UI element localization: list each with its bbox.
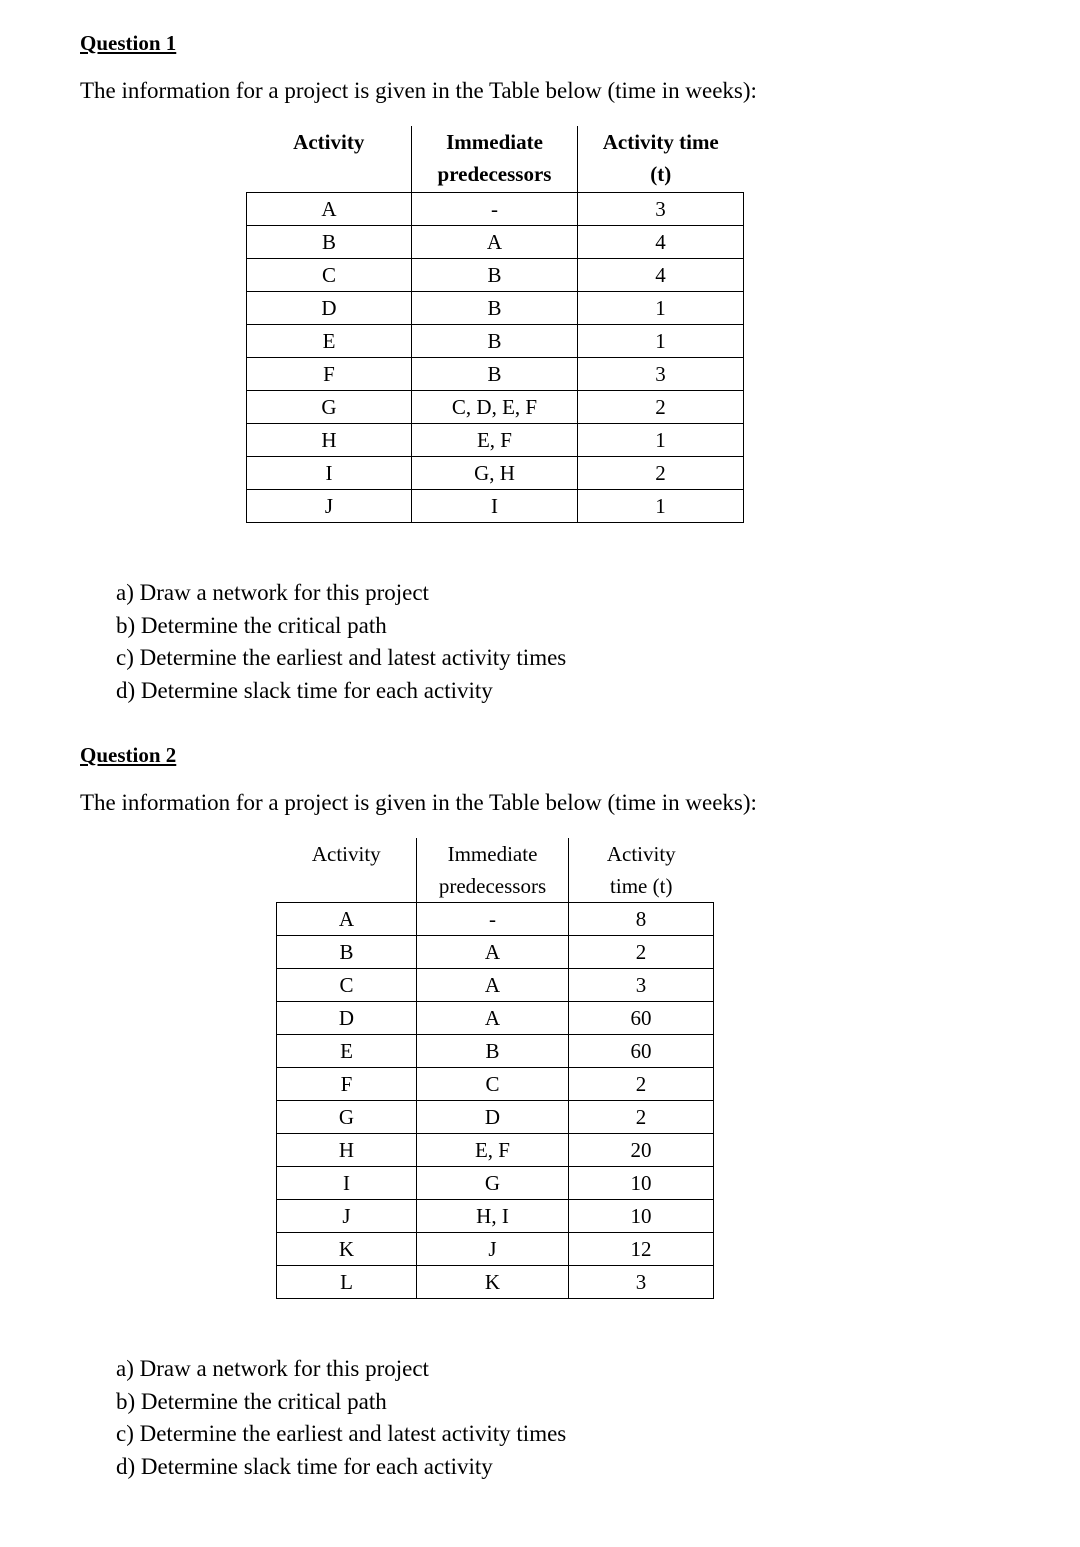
table-row — [277, 1134, 714, 1167]
table-cell: J — [277, 1200, 417, 1233]
table-row — [247, 193, 744, 226]
table-cell: 4 — [578, 259, 744, 292]
table-cell: K — [417, 1266, 569, 1299]
table-cell: 8 — [569, 903, 714, 936]
table-cell: H — [247, 424, 412, 457]
task-item: d) Determine slack time for each activity — [116, 1453, 493, 1479]
column-header — [412, 126, 578, 193]
table-row — [277, 1035, 714, 1068]
table-row — [277, 1101, 714, 1134]
table-cell: B — [247, 226, 412, 259]
table-cell: G, H — [412, 457, 578, 490]
task-item: b) Determine the critical path — [116, 612, 387, 638]
task-item: a) Draw a network for this project — [116, 1356, 429, 1381]
table-cell: 1 — [578, 490, 744, 523]
table-cell: 1 — [578, 292, 744, 325]
table-cell: 3 — [578, 193, 744, 226]
table-cell: 12 — [569, 1233, 714, 1266]
column-header — [569, 838, 714, 903]
column-header-line: Activity time — [602, 130, 719, 154]
column-header — [578, 126, 744, 193]
table-cell: H — [277, 1134, 417, 1167]
table-cell: D — [247, 292, 412, 325]
table-cell: 3 — [569, 969, 714, 1002]
table-cell: E, F — [412, 424, 578, 457]
table-cell: C — [247, 259, 412, 292]
table-cell: 4 — [578, 226, 744, 259]
table-cell: 2 — [578, 457, 744, 490]
column-header — [247, 126, 412, 193]
table-cell: 1 — [578, 325, 744, 358]
table-cell: G — [247, 391, 412, 424]
column-header-line: Activity — [311, 842, 381, 866]
table-cell: 3 — [569, 1266, 714, 1299]
table-cell: G — [417, 1167, 569, 1200]
table-cell: I — [247, 457, 412, 490]
column-header-line: Activity — [293, 130, 365, 154]
table-cell: B — [412, 292, 578, 325]
table-cell: 2 — [578, 391, 744, 424]
table-cell: L — [277, 1266, 417, 1299]
column-header-line: predecessors — [438, 874, 547, 898]
task-item: c) Determine the earliest and latest activity times — [116, 645, 567, 670]
table-row — [277, 903, 714, 936]
table-cell: - — [417, 903, 569, 936]
table-cell: 2 — [569, 936, 714, 969]
table-cell: J — [247, 490, 412, 523]
table-cell: E — [247, 325, 412, 358]
column-header-line: Activity — [606, 842, 676, 866]
table-row — [277, 969, 714, 1002]
task-item: c) Determine the earliest and latest activity times — [116, 1421, 567, 1446]
table-cell: J — [417, 1233, 569, 1266]
table-cell: E, F — [417, 1134, 569, 1167]
table-cell: 20 — [569, 1134, 714, 1167]
table-cell: 2 — [569, 1068, 714, 1101]
table-row — [277, 1233, 714, 1266]
table-cell: A — [247, 193, 412, 226]
table-cell: A — [277, 903, 417, 936]
column-header-line: predecessors — [437, 162, 552, 186]
question-1-table — [246, 126, 744, 523]
table-cell: G — [277, 1101, 417, 1134]
table-cell: I — [277, 1167, 417, 1200]
table-cell: B — [412, 325, 578, 358]
table-row — [247, 424, 744, 457]
question-2-heading: Question 2 — [80, 743, 177, 767]
column-header-line: Immediate — [447, 842, 538, 866]
table-row — [247, 259, 744, 292]
table-cell: B — [412, 259, 578, 292]
question-1-heading: Question 1 — [80, 31, 177, 55]
table-cell: - — [412, 193, 578, 226]
column-header — [417, 838, 569, 903]
table-cell: 60 — [569, 1002, 714, 1035]
table-cell: 1 — [578, 424, 744, 457]
question-2-intro: The information for a project is given in the Table below (time in weeks): — [80, 790, 757, 815]
table-cell: B — [277, 936, 417, 969]
table-row — [277, 936, 714, 969]
table-cell: 10 — [569, 1167, 714, 1200]
table-cell: C — [277, 969, 417, 1002]
table-header-row — [247, 126, 744, 193]
question-2-table — [276, 838, 714, 1299]
table-cell: 2 — [569, 1101, 714, 1134]
table-row — [277, 1200, 714, 1233]
table-cell: H, I — [417, 1200, 569, 1233]
table-cell: 10 — [569, 1200, 714, 1233]
table-row — [277, 1068, 714, 1101]
table-row — [247, 226, 744, 259]
question-1-tasks — [116, 577, 566, 707]
column-header-line: time (t) — [610, 874, 673, 898]
table-cell: D — [417, 1101, 569, 1134]
table-row — [277, 1167, 714, 1200]
table-cell: B — [417, 1035, 569, 1068]
table-cell: F — [277, 1068, 417, 1101]
table-row — [247, 358, 744, 391]
table-row — [247, 325, 744, 358]
table-cell: A — [417, 1002, 569, 1035]
table-header-row — [277, 838, 714, 903]
table-cell: 60 — [569, 1035, 714, 1068]
question-1-intro: The information for a project is given in the Table below (time in weeks): — [80, 78, 757, 103]
table-cell: C, D, E, F — [412, 391, 578, 424]
column-header-line: Immediate — [446, 130, 543, 154]
table-cell: B — [412, 358, 578, 391]
task-item: d) Determine slack time for each activity — [116, 677, 493, 703]
table-row — [277, 1266, 714, 1299]
table-cell: A — [417, 936, 569, 969]
table-cell: A — [417, 969, 569, 1002]
table-cell: F — [247, 358, 412, 391]
task-item: b) Determine the critical path — [116, 1388, 387, 1414]
table-cell: C — [417, 1068, 569, 1101]
table-cell: 3 — [578, 358, 744, 391]
table-cell: K — [277, 1233, 417, 1266]
table-row — [247, 391, 744, 424]
table-row — [247, 490, 744, 523]
table-row — [247, 292, 744, 325]
table-cell: E — [277, 1035, 417, 1068]
table-cell: I — [412, 490, 578, 523]
column-header-line: (t) — [650, 162, 672, 186]
table-row — [277, 1002, 714, 1035]
column-header — [277, 838, 417, 903]
question-2-tasks — [116, 1353, 566, 1483]
task-item: a) Draw a network for this project — [116, 580, 429, 605]
table-row — [247, 457, 744, 490]
table-cell: D — [277, 1002, 417, 1035]
table-cell: A — [412, 226, 578, 259]
